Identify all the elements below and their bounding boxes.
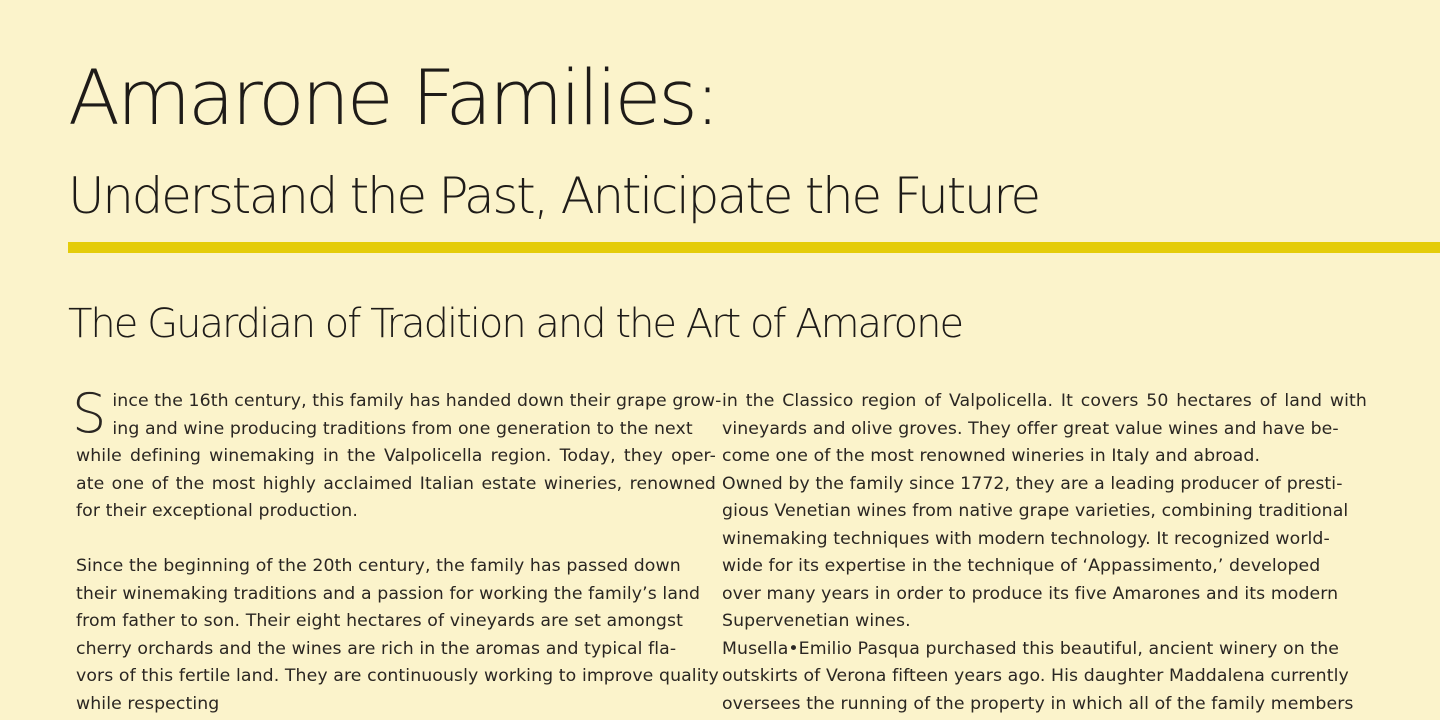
text-line: Owned by the family since 1772, they are a leading producer of presti- <box>722 473 1343 494</box>
text-line: for their exceptional production. <box>76 501 358 521</box>
text-line: oversees the running of the property in which all of the family members <box>722 693 1354 714</box>
paragraph-2 <box>76 553 719 718</box>
left-text-column <box>72 382 722 718</box>
text-line: ince the 16th century, this family has handed down their grape grow- <box>112 391 722 411</box>
text-line: ing and wine producing traditions from one generation to the next <box>112 418 693 439</box>
drop-cap: S <box>72 382 107 445</box>
text-line: come one of the most renowned wineries in Italy and abroad. <box>722 446 1261 466</box>
text-line: Supervenetian wines. <box>722 611 911 631</box>
text-line: while respecting <box>76 693 220 714</box>
text-line: ate one of the most highly acclaimed Italian estate wineries, renowned <box>76 473 716 494</box>
text-line: from father to son. Their eight hectares of vineyards are set amongst <box>76 611 683 631</box>
paragraph-1 <box>72 382 722 526</box>
text-line: in the Classico region of Valpolicella. It covers 50 hectares of land with <box>722 391 1367 411</box>
text-line: gious Venetian wines from native grape varieties, combining traditional <box>722 501 1349 521</box>
text-line: Musella•Emilio Pasqua purchased this beautiful, ancient winery on the <box>722 638 1340 659</box>
text-line: outskirts of Verona fifteen years ago. His daughter Maddalena currently <box>722 666 1349 686</box>
text-line: over many years in order to produce its five Amarones and its modern <box>722 583 1339 604</box>
text-line: vors of this fertile land. They are continuously working to improve quality <box>76 666 719 686</box>
page-subtitle: Understand the Past, Anticipate the Future <box>68 167 1039 225</box>
paragraph-gap <box>76 526 716 554</box>
text-line: vineyards and olive groves. They offer great value wines and have be- <box>722 418 1339 439</box>
yellow-divider-rule <box>68 242 1440 253</box>
page-title: Amarone Families: <box>68 53 718 142</box>
section-heading: The Guardian of Tradition and the Art of Amarone <box>68 301 963 347</box>
text-line: Since the beginning of the 20th century, the family has passed down <box>76 556 681 576</box>
text-line: while defining winemaking in the Valpolicella region. Today, they oper- <box>76 446 716 466</box>
text-line: winemaking techniques with modern technology. It recognized world- <box>722 528 1330 549</box>
right-text-column <box>722 388 1367 718</box>
text-line: cherry orchards and the wines are rich in the aromas and typical fla- <box>76 638 677 659</box>
text-line: wide for its expertise in the technique of ‘Appassimento,’ developed <box>722 556 1321 576</box>
text-line: their winemaking traditions and a passion for working the family’s land <box>76 583 701 604</box>
